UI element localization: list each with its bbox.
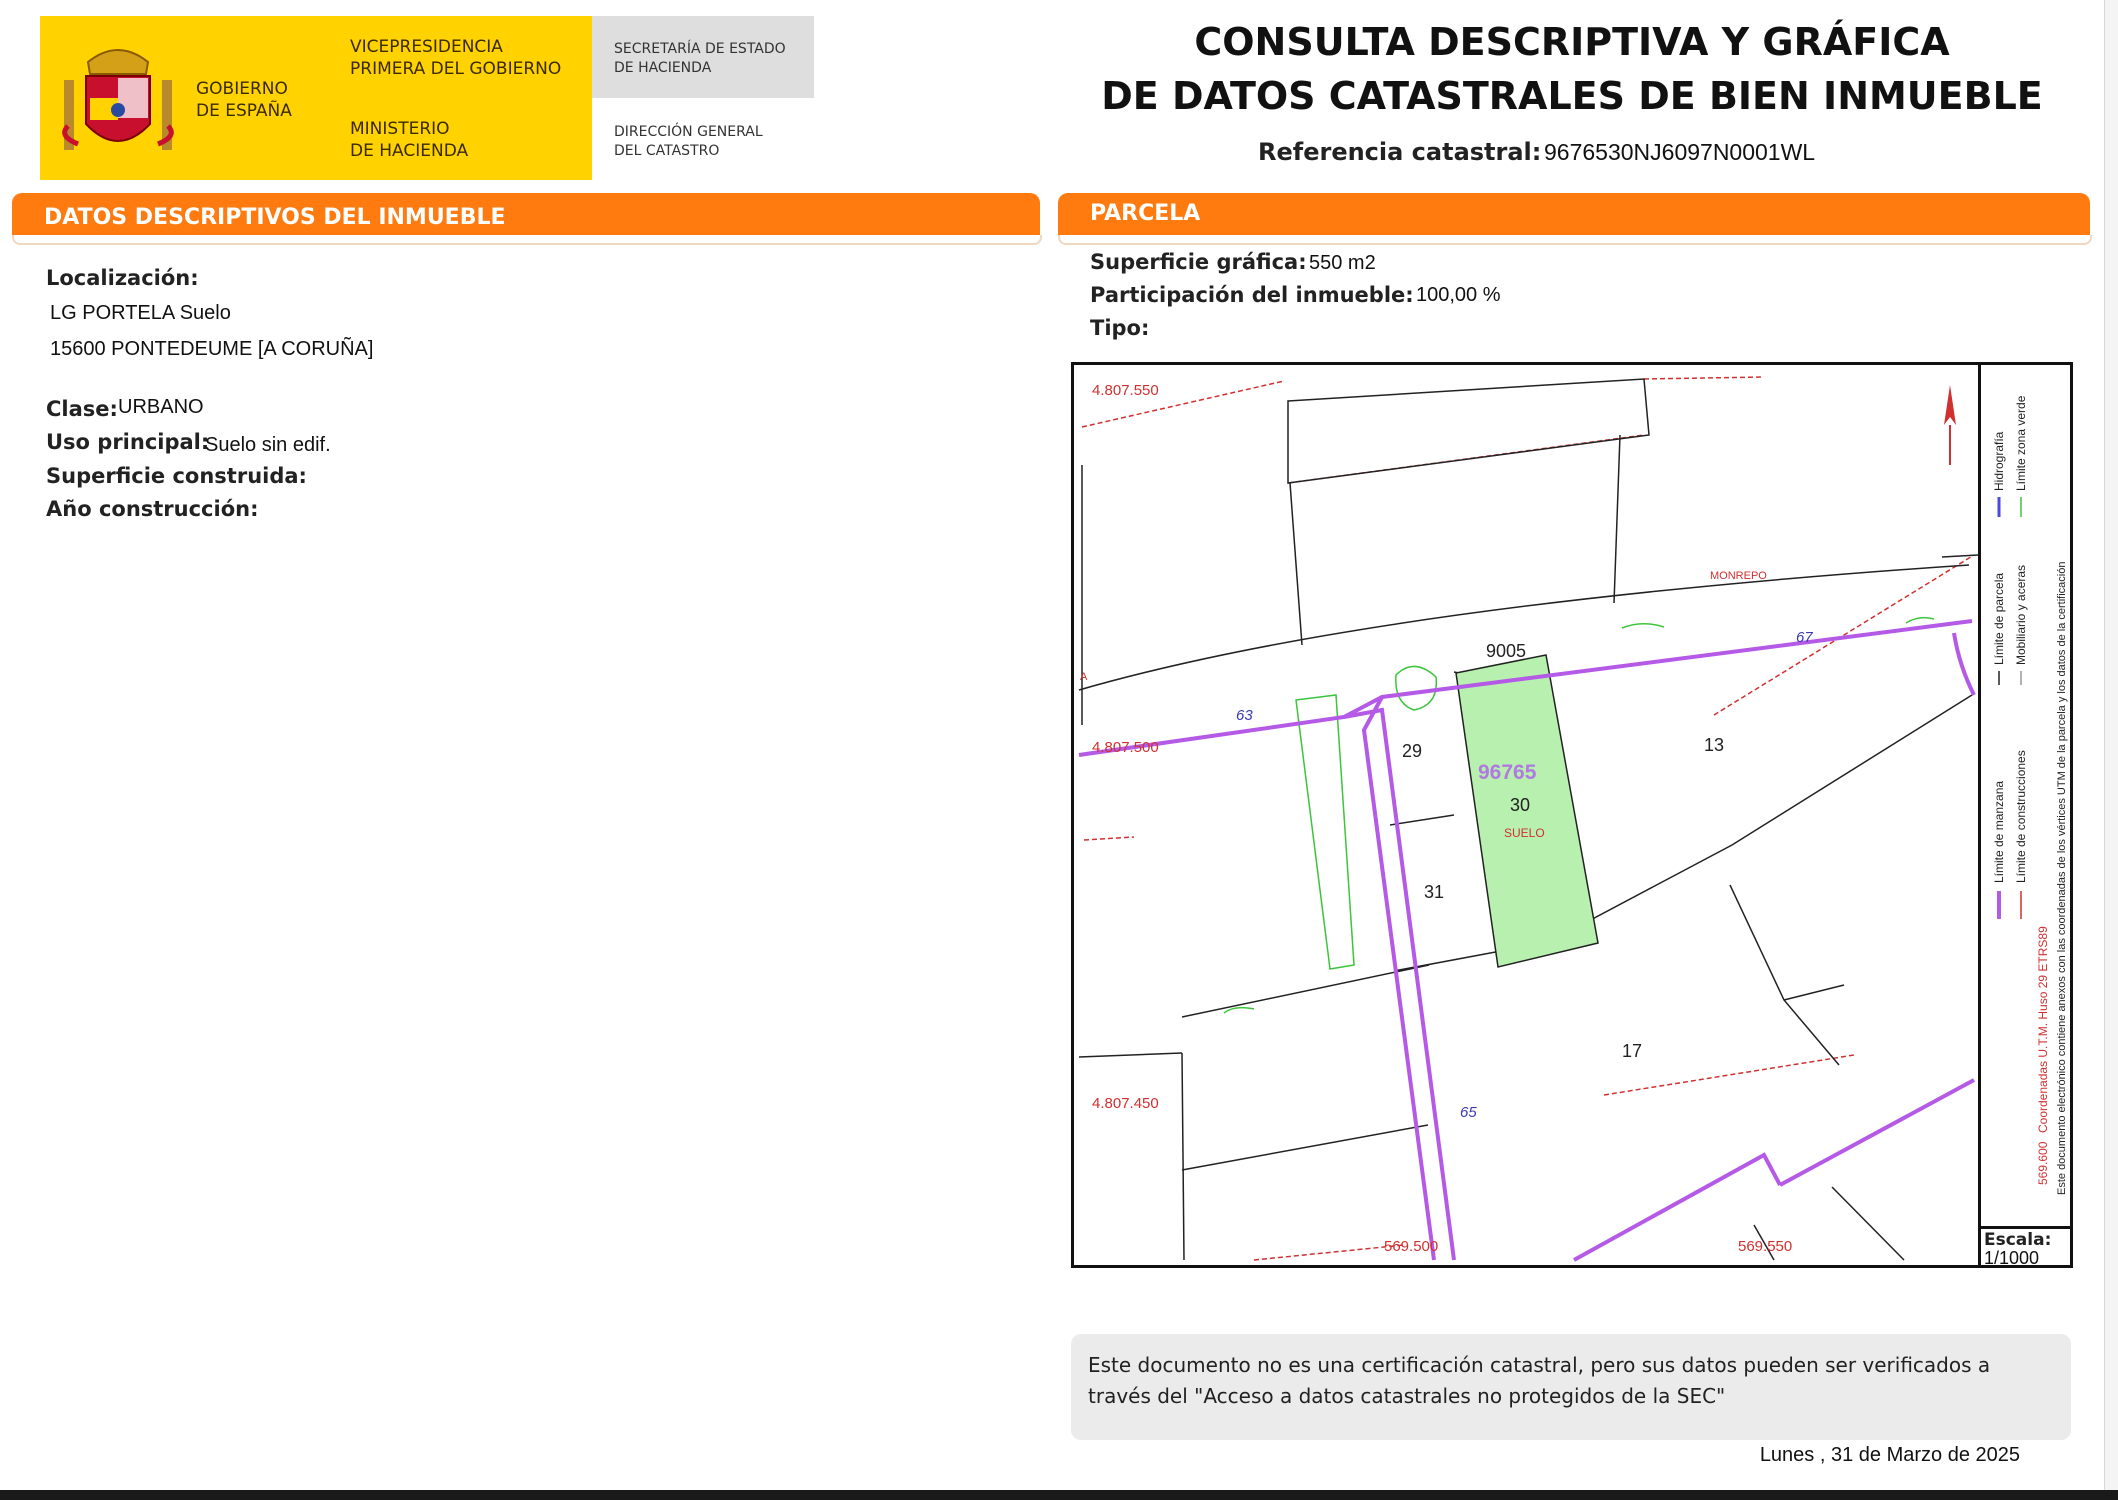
address-line2: 15600 PONTEDEUME [A CORUÑA] xyxy=(50,338,374,360)
legend-escala-divider xyxy=(1981,1226,2073,1229)
superficie-grafica-label: Superficie gráfica: xyxy=(1090,250,1307,274)
map-legend xyxy=(1981,365,2073,1265)
legend-coord-x: 569.600 xyxy=(2036,1141,2050,1185)
clase-label: Clase: xyxy=(46,397,118,421)
uso-label: Uso principal: xyxy=(46,430,210,454)
parcela-section-header xyxy=(1058,193,2090,235)
legend-zona-verde: Límite zona verde xyxy=(2014,395,2028,491)
coord-x-left: 569.500 xyxy=(1384,1238,1439,1255)
green-zone-limits xyxy=(1224,618,1934,1013)
label-67: 67 xyxy=(1796,629,1813,646)
legend-doc-note: Este documento electrónico contiene anexos con las coordenadas de los vértices UTM de la parcela y los datos de la certificación xyxy=(2056,561,2068,1195)
parcel-17: 17 xyxy=(1622,1041,1643,1061)
ref-value: 9676530NJ6097N0001WL xyxy=(1544,139,1816,165)
coord-y-top: 4.807.550 xyxy=(1092,382,1159,399)
direccion-label: DIRECCIÓN GENERAL DEL CATASTRO xyxy=(614,124,763,159)
legend-mobiliario: Mobiliario y aceras xyxy=(2014,564,2028,665)
descriptive-header-text: DATOS DESCRIPTIVOS DEL INMUEBLE xyxy=(44,205,506,230)
legend-parcela: Límite de parcela xyxy=(1992,572,2006,665)
secretaria-label: SECRETARÍA DE ESTADO DE HACIENDA xyxy=(614,41,786,76)
clase-value: URBANO xyxy=(118,396,204,418)
superficie-grafica-value: 550 m2 xyxy=(1309,252,1376,274)
cadastral-map xyxy=(1074,365,1978,1265)
label-a: A xyxy=(1080,671,1088,683)
descriptive-section-border xyxy=(12,235,1042,245)
legend-coords-note: Coordenadas U.T.M. Huso 29 ETRS89 xyxy=(2036,926,2050,1133)
notice-text: Este documento no es una certificación catastral, pero sus datos pueden ser verificados a través del "Acceso a datos catastrales no protegidos de la SEC" xyxy=(1088,1353,1991,1408)
ref-label: Referencia catastral: xyxy=(1258,138,1542,166)
document-date: Lunes , 31 de Marzo de 2025 xyxy=(1759,1444,2020,1466)
parcel-30: 30 xyxy=(1510,795,1531,815)
ministerio-label: MINISTERIO DE HACIENDA xyxy=(350,119,469,161)
parcela-header-text: PARCELA xyxy=(1090,201,1201,226)
document-title-line2: DE DATOS CATASTRALES DE BIEN INMUEBLE xyxy=(1101,74,2043,118)
legend-hidrografia: Hidrografía xyxy=(1992,431,2006,491)
escala-label: Escala: xyxy=(1984,1230,2052,1250)
coat-of-arms-icon xyxy=(58,36,178,156)
tipo-label: Tipo: xyxy=(1090,316,1150,340)
legend-manzana: Límite de manzana xyxy=(1992,780,2006,883)
superficie-construida-label: Superficie construida: xyxy=(46,464,307,488)
suelo-label: SUELO xyxy=(1504,826,1545,840)
coord-y-low: 4.807.450 xyxy=(1092,1095,1159,1112)
parcel-29: 29 xyxy=(1402,741,1423,761)
window-bottom-edge xyxy=(0,1490,2118,1500)
parcela-section-border xyxy=(1058,235,2092,245)
localizacion-label: Localización: xyxy=(46,266,199,290)
coord-x-right: 569.550 xyxy=(1738,1238,1793,1255)
escala-value: 1/1000 xyxy=(1984,1248,2040,1268)
participacion-label: Participación del inmueble: xyxy=(1090,283,1414,307)
document-title-line1: CONSULTA DESCRIPTIVA Y GRÁFICA xyxy=(1194,20,1950,64)
descriptive-section-header xyxy=(12,193,1040,235)
block-number: 96765 xyxy=(1478,761,1537,784)
uso-value: Suelo sin edif. xyxy=(205,434,331,456)
parcel-9005: 9005 xyxy=(1486,641,1527,661)
north-arrow-icon xyxy=(1944,385,1956,465)
coord-y-mid: 4.807.500 xyxy=(1092,739,1159,756)
street-label: MONREPO xyxy=(1710,570,1767,582)
legend-construcciones: Límite de construcciones xyxy=(2014,750,2028,883)
label-65: 65 xyxy=(1460,1104,1477,1121)
address-line1: LG PORTELA Suelo xyxy=(50,302,231,324)
participacion-value: 100,00 % xyxy=(1416,284,1501,306)
vicepresidencia-label: VICEPRESIDENCIA PRIMERA DEL GOBIERNO xyxy=(350,37,562,79)
gov-name: GOBIERNO DE ESPAÑA xyxy=(196,79,292,121)
parcel-31: 31 xyxy=(1424,882,1445,902)
ano-construccion-label: Año construcción: xyxy=(46,497,259,521)
label-63: 63 xyxy=(1236,707,1253,724)
parcel-13: 13 xyxy=(1704,735,1725,755)
scrollbar-track[interactable] xyxy=(2104,0,2118,1500)
